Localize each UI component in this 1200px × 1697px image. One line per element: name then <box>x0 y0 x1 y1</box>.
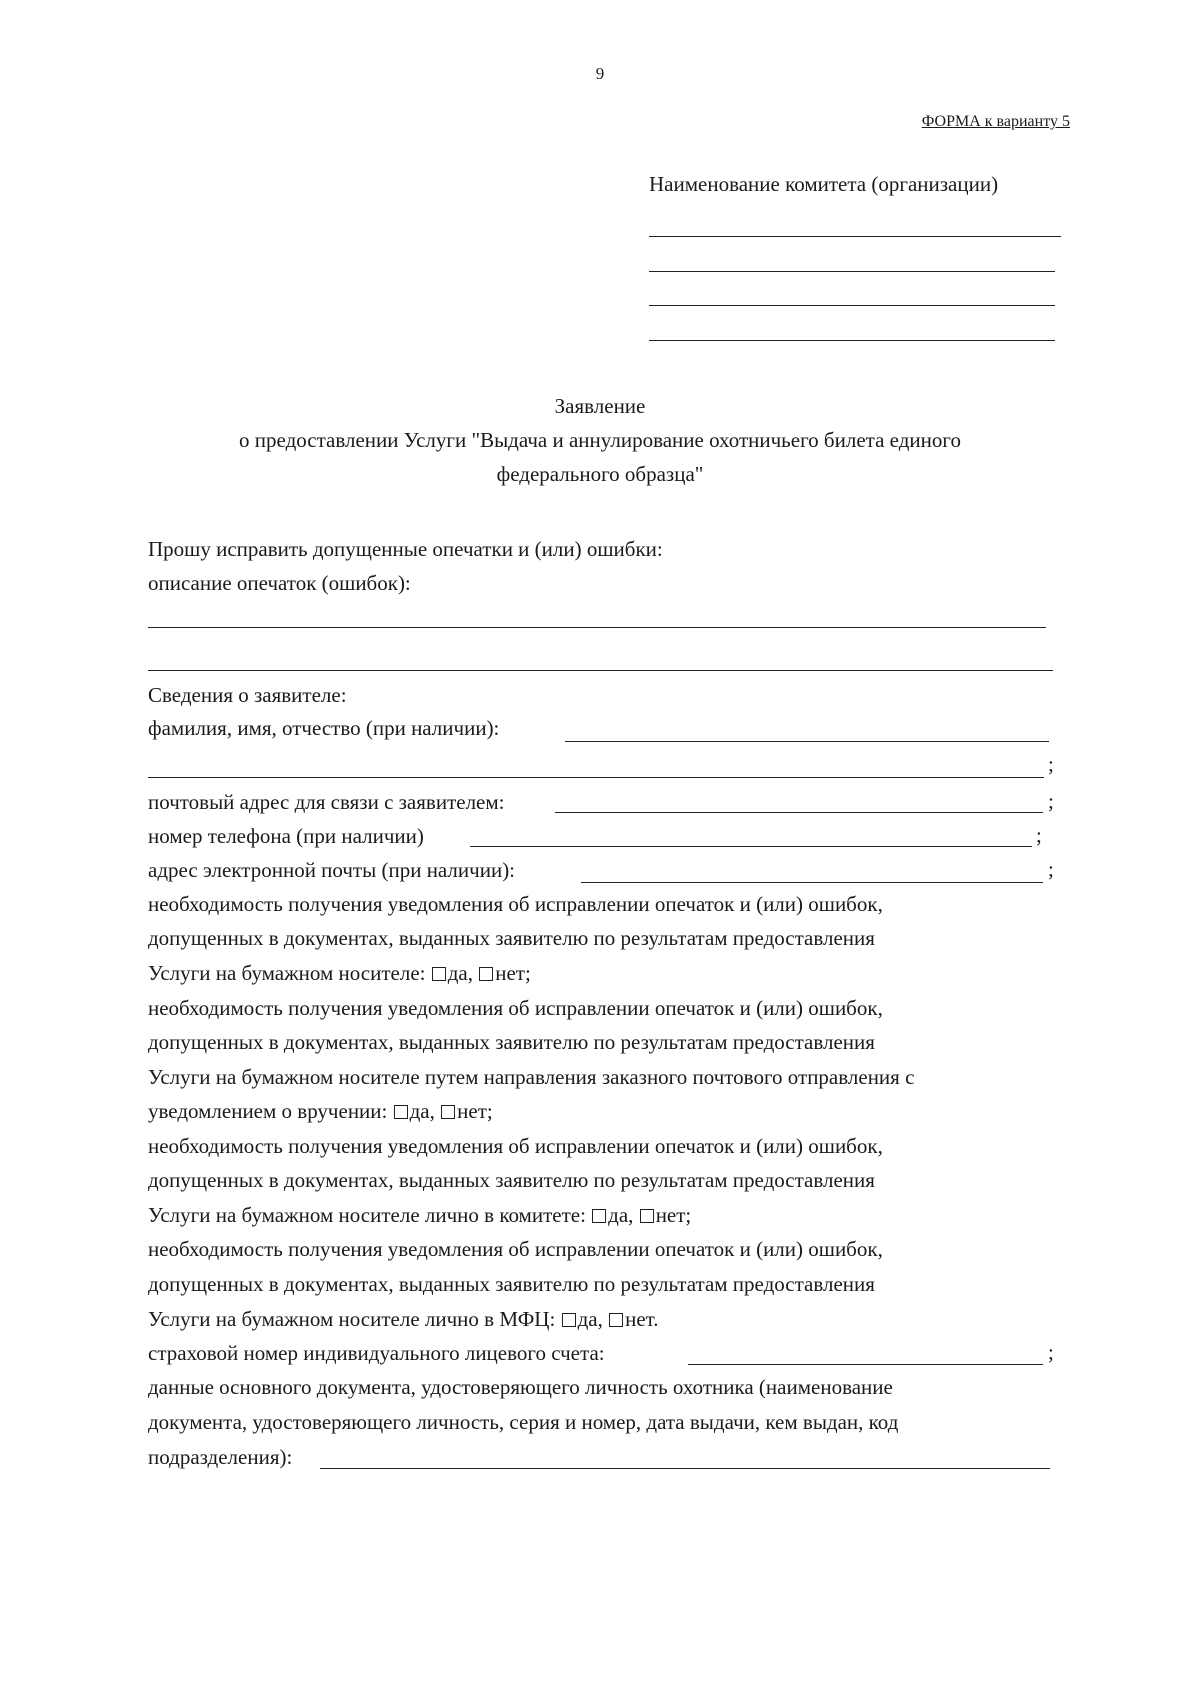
email-line[interactable] <box>581 882 1043 883</box>
organization-title: Наименование комитета (организации) <box>649 172 999 196</box>
organization-line[interactable] <box>649 305 1055 306</box>
full-name-label: фамилия, имя, отчество (при наличии): <box>148 716 500 740</box>
notice-text: необходимость получения уведомления об исправлении опечаток и (или) ошибок, <box>148 1134 883 1158</box>
email-label: адрес электронной почты (при наличии): <box>148 858 516 882</box>
mail-option: уведомлением о вручении: да, нет; <box>148 1099 493 1123</box>
committee-option: Услуги на бумажном носителе лично в комитете: да, нет; <box>148 1203 692 1227</box>
organization-line[interactable] <box>649 236 1061 237</box>
notice-text: допущенных в документах, выданных заявителю по результатам предоставления <box>148 1272 875 1296</box>
errors-description-line[interactable] <box>148 670 1053 671</box>
yes-checkbox[interactable] <box>394 1105 408 1119</box>
snils-line[interactable] <box>688 1364 1043 1365</box>
notice-text: необходимость получения уведомления об исправлении опечаток и (или) ошибок, <box>148 996 883 1020</box>
notice-text: необходимость получения уведомления об исправлении опечаток и (или) ошибок, <box>148 1237 883 1261</box>
paper-option: Услуги на бумажном носителе: да, нет; <box>148 961 531 985</box>
organization-line[interactable] <box>649 340 1055 341</box>
phone-label: номер телефона (при наличии) <box>148 824 424 848</box>
errors-description-line[interactable] <box>148 627 1046 628</box>
errors-description-label: описание опечаток (ошибок): <box>148 571 411 595</box>
phone-line[interactable] <box>470 846 1032 847</box>
notice-text: допущенных в документах, выданных заявителю по результатам предоставления <box>148 1168 875 1192</box>
no-checkbox[interactable] <box>441 1105 455 1119</box>
id-document-text: документа, удостоверяющего личность, серия и номер, дата выдачи, кем выдан, код <box>148 1410 899 1434</box>
full-name-line[interactable] <box>148 777 1044 778</box>
organization-line[interactable] <box>649 271 1055 272</box>
no-checkbox[interactable] <box>609 1313 623 1327</box>
document-title: Заявление <box>554 394 646 418</box>
yes-checkbox[interactable] <box>432 967 446 981</box>
yes-checkbox[interactable] <box>592 1209 606 1223</box>
no-checkbox[interactable] <box>640 1209 654 1223</box>
yes-checkbox[interactable] <box>562 1313 576 1327</box>
snils-label: страховой номер индивидуального лицевого счета: <box>148 1341 605 1365</box>
mfc-option: Услуги на бумажном носителе лично в МФЦ: да, нет. <box>148 1307 659 1331</box>
semicolon: ; <box>1048 752 1054 776</box>
postal-address-line[interactable] <box>555 812 1043 813</box>
notice-text: Услуги на бумажном носителе путем направления заказного почтового отправления с <box>148 1065 915 1089</box>
postal-address-label: почтовый адрес для связи с заявителем: <box>148 790 505 814</box>
no-checkbox[interactable] <box>479 967 493 981</box>
form-variant-label: ФОРМА к варианту 5 <box>921 113 1070 130</box>
semicolon: ; <box>1036 823 1042 847</box>
document-subtitle: федерального образца" <box>496 462 704 486</box>
request-text: Прошу исправить допущенные опечатки и (или) ошибки: <box>148 537 663 561</box>
document-subtitle: о предоставлении Услуги "Выдача и аннулирование охотничьего билета единого <box>239 428 961 452</box>
notice-text: допущенных в документах, выданных заявителю по результатам предоставления <box>148 1030 875 1054</box>
semicolon: ; <box>1048 857 1054 881</box>
id-document-text: данные основного документа, удостоверяющего личность охотника (наименование <box>148 1375 893 1399</box>
semicolon: ; <box>1048 789 1054 813</box>
full-name-line[interactable] <box>565 741 1049 742</box>
subdivision-label: подразделения): <box>148 1445 293 1469</box>
id-document-line[interactable] <box>320 1468 1050 1469</box>
semicolon: ; <box>1048 1340 1054 1364</box>
notice-text: необходимость получения уведомления об исправлении опечаток и (или) ошибок, <box>148 892 883 916</box>
page-number: 9 <box>595 64 605 83</box>
notice-text: допущенных в документах, выданных заявителю по результатам предоставления <box>148 926 875 950</box>
applicant-info-heading: Сведения о заявителе: <box>148 683 347 707</box>
